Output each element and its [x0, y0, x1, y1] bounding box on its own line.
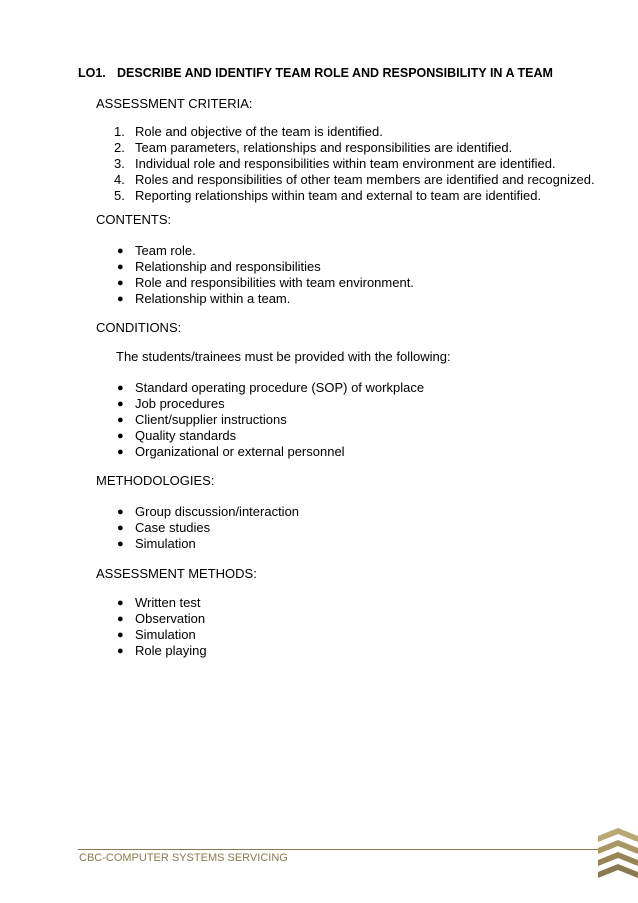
list-item — [114, 396, 424, 412]
bullet-icon: ● — [117, 245, 124, 257]
list-item — [114, 275, 414, 291]
list-item-text: Organizational or external personnel — [135, 444, 345, 459]
bullet-icon: ● — [117, 506, 124, 518]
list-item-text: Simulation — [135, 536, 196, 551]
conditions-heading: CONDITIONS: — [96, 320, 182, 335]
list-item-text: Observation — [135, 611, 206, 626]
bullet-icon: ● — [117, 261, 124, 273]
bullet-icon: ● — [117, 597, 124, 609]
list-item-text: Case studies — [135, 520, 211, 535]
list-item-text: Role and responsibilities with team environment. — [135, 275, 414, 290]
bullet-icon: ● — [117, 382, 124, 394]
list-item-text: Quality standards — [135, 428, 237, 443]
list-item-text: Group discussion/interaction — [135, 504, 300, 519]
footer-divider — [78, 849, 598, 850]
conditions-intro: The students/trainees must be provided with the following: — [116, 349, 451, 364]
list-item — [114, 595, 207, 611]
list-item — [114, 124, 595, 140]
list-item — [114, 140, 595, 156]
assessment-criteria-heading: ASSESSMENT CRITERIA: — [96, 96, 253, 111]
bullet-icon: ● — [117, 293, 124, 305]
list-item-text: Reporting relationships within team and external to team are identified. — [135, 188, 542, 203]
list-item-text: Standard operating procedure (SOP) of workplace — [135, 380, 425, 395]
list-item-text: Simulation — [135, 627, 196, 642]
assessment-methods-list — [114, 595, 207, 659]
list-item — [114, 611, 207, 627]
list-item — [114, 504, 299, 520]
footer-text: CBC-COMPUTER SYSTEMS SERVICING — [79, 852, 288, 864]
list-item — [114, 536, 299, 552]
list-item — [114, 643, 207, 659]
bullet-icon: ● — [117, 629, 124, 641]
contents-list — [114, 243, 414, 307]
bullet-icon: ● — [117, 277, 124, 289]
methodologies-list — [114, 504, 299, 552]
list-item-text: Relationship within a team. — [135, 291, 291, 306]
list-item-text: Individual role and responsibilities within team environment are identified. — [135, 156, 556, 171]
list-item — [114, 259, 414, 275]
assessment-methods-heading: ASSESSMENT METHODS: — [96, 566, 257, 581]
list-item — [114, 627, 207, 643]
bullet-icon: ● — [117, 414, 124, 426]
bullet-icon: ● — [117, 430, 124, 442]
bullet-icon: ● — [117, 613, 124, 625]
list-item-text: Relationship and responsibilities — [135, 259, 321, 274]
list-number: 5. — [114, 188, 125, 203]
list-item — [114, 428, 424, 444]
list-item — [114, 291, 414, 307]
list-item — [114, 172, 595, 188]
list-item-text: Role and objective of the team is identified. — [135, 124, 383, 139]
list-item-text: Team role. — [135, 243, 196, 258]
list-item — [114, 380, 424, 396]
list-number: 2. — [114, 140, 125, 155]
list-item — [114, 444, 424, 460]
list-item-text: Role playing — [135, 643, 207, 658]
list-item — [114, 156, 595, 172]
bullet-icon: ● — [117, 398, 124, 410]
learning-outcome-code: LO1. — [78, 66, 106, 80]
list-item — [114, 520, 299, 536]
list-item-text: Job procedures — [135, 396, 225, 411]
list-item-text: Client/supplier instructions — [135, 412, 287, 427]
list-item — [114, 243, 414, 259]
conditions-list — [114, 380, 424, 460]
list-item — [114, 412, 424, 428]
list-item-text: Team parameters, relationships and responsibilities are identified. — [135, 140, 513, 155]
bullet-icon: ● — [117, 645, 124, 657]
chevron-stack-icon — [598, 826, 638, 882]
methodologies-heading: METHODOLOGIES: — [96, 473, 215, 488]
bullet-icon: ● — [117, 538, 124, 550]
list-number: 3. — [114, 156, 125, 171]
bullet-icon: ● — [117, 522, 124, 534]
contents-heading: CONTENTS: — [96, 212, 172, 227]
list-item-text: Roles and responsibilities of other team members are identified and recognized. — [135, 172, 595, 187]
list-number: 1. — [114, 124, 125, 139]
list-number: 4. — [114, 172, 125, 187]
assessment-criteria-list — [114, 124, 595, 204]
list-item-text: Written test — [135, 595, 201, 610]
learning-outcome-text: DESCRIBE AND IDENTIFY TEAM ROLE AND RESPONSIBILITY IN A TEAM — [117, 66, 553, 80]
learning-outcome-title — [78, 66, 553, 80]
list-item — [114, 188, 595, 204]
bullet-icon: ● — [117, 446, 124, 458]
